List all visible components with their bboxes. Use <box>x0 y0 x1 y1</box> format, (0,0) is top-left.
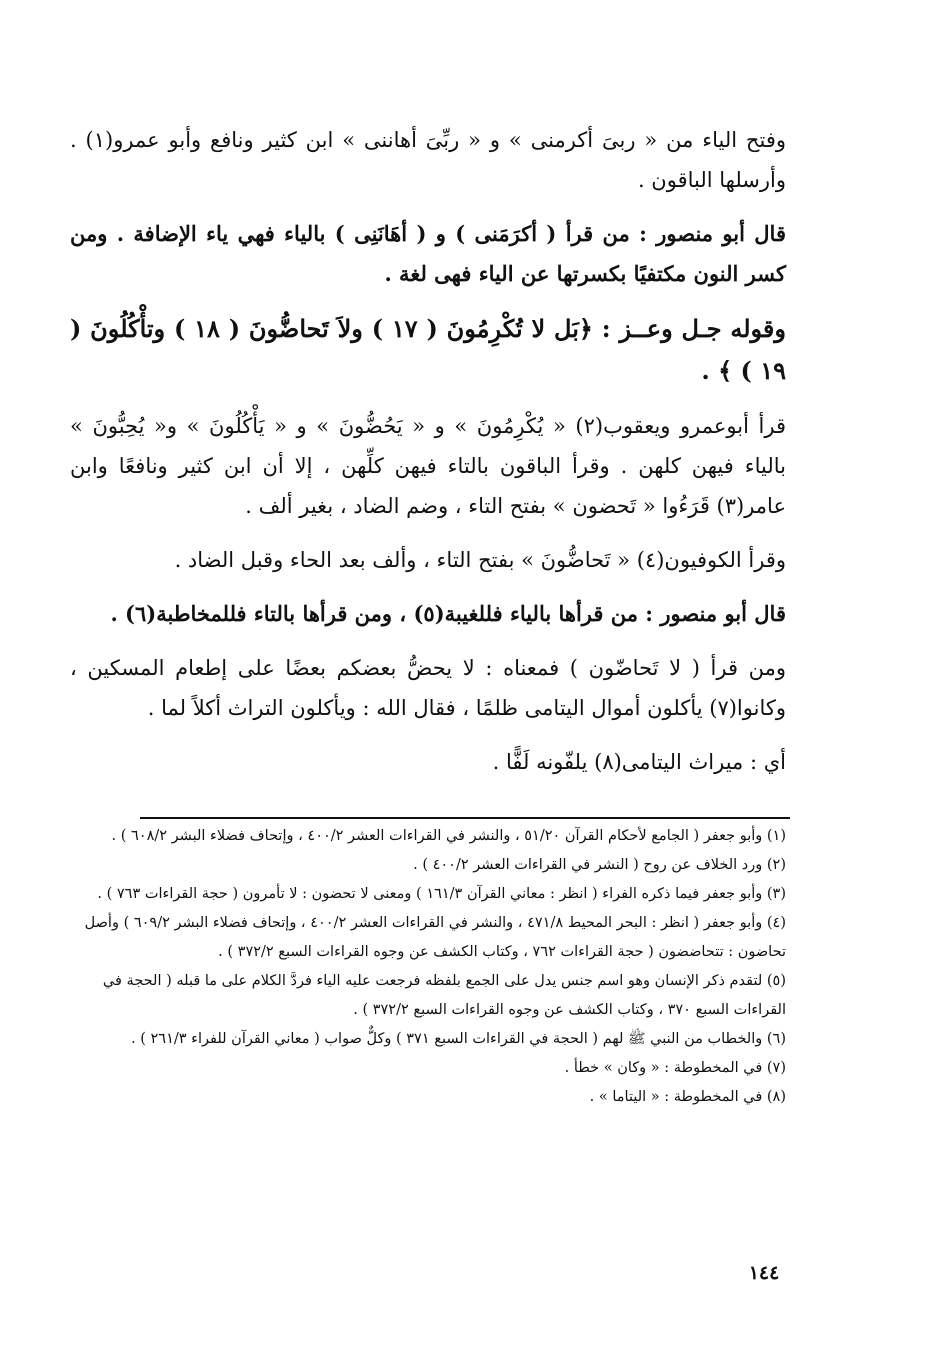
footnote-3: (٣) وأبو جعفر فيما ذكره الفراء ( انظر : معاني القرآن ١٦١/٣ ) ومعنى لا تحضون : لا تأمرون ( حجة القراءات ٧٦٣ ) . <box>97 886 786 902</box>
footnote-divider <box>140 817 790 819</box>
paragraph-abu-mansur-1: قال أبو منصور : من قرأ ( أكرَمَنى ) و ( أهَانَنِى ) بالياء فهي ياء الإضافة . ومن كسر النون مكتفيًا بكسرتها عن الياء فهى لغة . <box>70 221 786 286</box>
paragraph-ya-opening: وفتح الياء من « ربىَ أكرمنى » و « ربِّىَ أهاننى » ابن كثير ونافع وأبو عمرو(١) . وأرسلها الباقون . <box>70 128 787 192</box>
footnote-4: (٤) وأبو جعفر ( انظر : البحر المحيط ٤٧١/٨ ، والنشر في القراءات العشر ٤٠٠/٢ ، وإتحاف فضلاء البشر ٦٠٩/٢ ) وأصل تحاضون : تتحاضضون ( حجة القراءات ٧٦٢ ، وكتاب الكشف عن وجوه القراءات السبع ٣٧٢/٢ ) . <box>84 915 786 960</box>
page-number: ١٤٤ <box>748 1262 780 1284</box>
footnote-6: (٦) والخطاب من النبي ﷺ لهم ( الحجة في القراءات السبع ٣٧١ ) وكلٌّ صواب ( معاني القرآن للفراء ٢٦١/٣ ) . <box>131 1031 786 1047</box>
paragraph-inheritance: أي : ميراث اليتامى(٨) يلفّونه لَفًّا . <box>492 750 786 774</box>
paragraph-meaning: ومن قرأ ( لا تَحاضّون ) فمعناه : لا يحضُّ بعضكم بعضًا على إطعام المسكين ، وكانوا(٧) يأكلون أموال اليتامى ظلمًا ، فقال الله : ويأكلون التراث أكلاً لما . <box>70 656 786 720</box>
footnotes <box>70 822 786 1112</box>
footnote-2: (٢) ورد الخلاف عن روح ( النشر في القراءات العشر ٤٠٠/٢ ) . <box>413 857 786 873</box>
footnote-5: (٥) لتقدم ذكر الإنسان وهو اسم جنس يدل على الجمع بلفظه فرجعت عليه الياء فردَّ الكلام على ما قبله ( الحجة في القراءات السبع ٣٧٠ ، وكتاب الكشف عن وجوه القراءات السبع ٣٧٢/٢ ) . <box>102 973 786 1018</box>
paragraph-kufiyun: وقرأ الكوفيون(٤) « تَحاضُّونَ » بفتح التاء ، وألف بعد الحاء وقبل الضاد . <box>174 548 786 572</box>
paragraph-qiraat: قرأ أبوعمرو ويعقوب(٢) « يُكْرِمُونَ » و « يَحُضُّونَ » و « يَأْكُلُونَ » و« يُحِبُّونَ » بالياء فيهن كلهن . وقرأ الباقون بالتاء فيهن كلِّهن ، إلا أن ابن كثير ونافعًا وابن عامر(٣) قَرَءُوا « تَحضون » بفتح التاء ، وضم الضاد ، بغير ألف . <box>70 414 786 518</box>
footnote-1: (١) وأبو جعفر ( الجامع لأحكام القرآن ٥١/٢٠ ، والنشر في القراءات العشر ٤٠٠/٢ ، وإتحاف فضلاء البشر ٦٠٨/٢ ) . <box>111 828 786 844</box>
footnote-7: (٧) في المخطوطة : « وكان » خطأ . <box>564 1060 786 1076</box>
main-text <box>70 120 786 796</box>
paragraph-abu-mansur-2: قال أبو منصور : من قرأها بالياء فللغيبة(٥) ، ومن قرأها بالتاء فللمخاطبة(٦) . <box>110 601 786 626</box>
paragraph-quran-verse: وقوله جـل وعــز : ﴿بَل لا تُكْرِمُونَ ( ١٧ ) ولاَ تَحاضُّونَ ( ١٨ ) وتأْكُلُونَ ( ١٩ ) ﴾ . <box>70 314 786 385</box>
footnote-8: (٨) في المخطوطة : « اليتاما » . <box>589 1089 786 1105</box>
